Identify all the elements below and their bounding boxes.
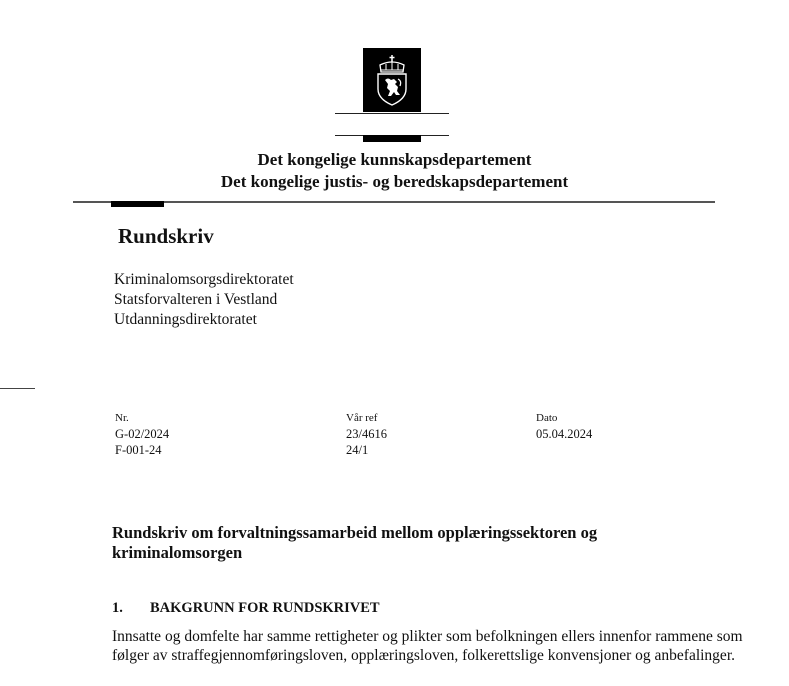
recipient: Statsforvalteren i Vestland [114, 291, 278, 308]
nr-value-1: G-02/2024 [115, 427, 170, 441]
section-number: 1. [112, 600, 123, 616]
ref-label: Vår ref [346, 412, 378, 424]
coat-of-arms-icon [372, 53, 412, 107]
date-label: Dato [536, 412, 558, 424]
ref-value-2: 24/1 [346, 443, 369, 457]
nr-value-2: F-001-24 [115, 443, 162, 457]
section-title: BAKGRUNN FOR RUNDSKRIVET [150, 600, 380, 616]
ref-value-1: 23/4616 [346, 427, 387, 441]
subject-heading: Rundskriv om forvaltningssamarbeid mellom opplæringssektoren og kriminalomsorgen [112, 523, 598, 562]
header-rule-bar [111, 201, 164, 207]
department-name-1: Det kongelige kunnskapsdepartement [257, 150, 532, 169]
nr-label: Nr. [115, 412, 129, 424]
coat-of-arms-logo [363, 48, 421, 112]
recipient: Kriminalomsorgsdirektoratet [114, 271, 294, 288]
margin-fold-mark [0, 388, 35, 389]
recipient: Utdanningsdirektoratet [114, 311, 257, 328]
date-value: 05.04.2024 [536, 427, 593, 441]
section-body-text: Innsatte og domfelte har samme rettigheter og plikter som befolkningen ellers innenfor rammene som følger av straffegjennomføringsloven, opplæringsloven, folkerettslige konvensjoner og anbefalinger. [112, 628, 743, 664]
logo-bar [363, 135, 421, 142]
document-type-title: Rundskriv [118, 224, 214, 248]
logo-divider-top [335, 113, 449, 114]
department-name-2: Det kongelige justis- og beredskapsdepartement [220, 172, 569, 191]
header-rule [73, 201, 715, 203]
